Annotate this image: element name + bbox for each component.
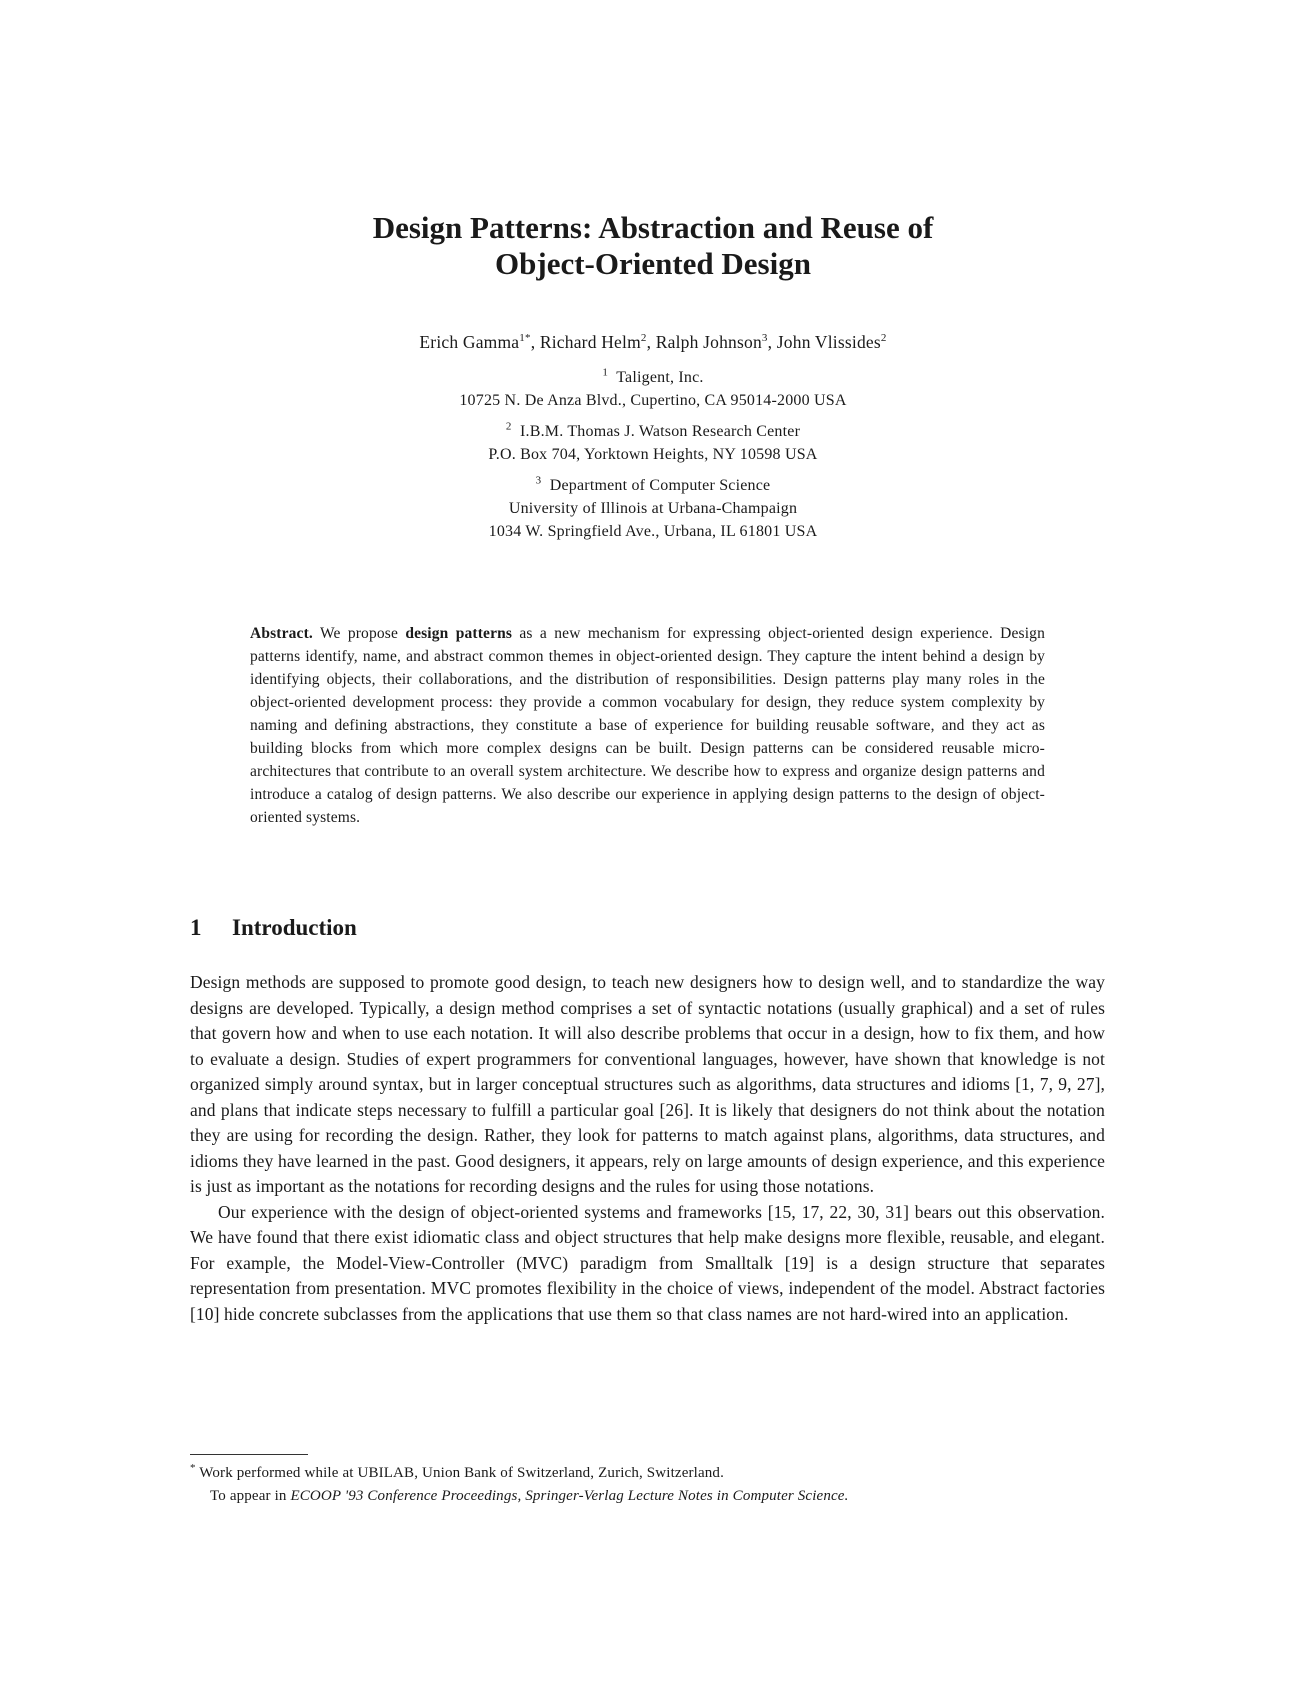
- author-name: Erich Gamma: [419, 332, 520, 352]
- abstract-term: design patterns: [405, 625, 513, 642]
- abstract: [250, 622, 1045, 829]
- author-mark: 3: [761, 332, 768, 345]
- author-name: John Vlissides: [776, 332, 881, 352]
- section-number: 1: [190, 915, 202, 940]
- footnotes: [190, 1462, 1105, 1508]
- affiliation-3: [0, 474, 1306, 543]
- author-list: Erich Gamma$^{1*}$, Richard Helm$^2$, Ralph Johnson$^3$, John Vlissides$^2$: [419, 332, 887, 352]
- affiliation-line: I.B.M. Thomas J. Watson Research Center: [520, 423, 801, 440]
- abstract-pre: We propose: [319, 625, 398, 642]
- paper-title: [0, 210, 1306, 282]
- paragraph: Design methods are supposed to promote good design, to teach new designers how to design well, and to standardize the way designs are developed. Typically, a design method comprises a set of syntactic notations (usually graphical) and a set of rules that govern how and when to use each notation. It will also describe problems that occur in a design, how to fix them, and how to evaluate a design. Studies of expert programmers for conventional languages, however, have shown that knowledge is not organized simply around syntax, but in larger conceptual structures such as algorithms, data structures and idioms [1, 7, 9, 27], and plans that indicate steps necessary to fulfill a particular goal [26]. It is likely that designers do not think about the notation they are using for recording the design. Rather, they look for patterns to match against plans, algorithms, data structures, and idioms they have learned in the past. Good designers, it appears, rely on large amounts of design experience, and this experience is just as important as the notations for recording designs and the rules for using those notations.: [190, 972, 1105, 1196]
- footnote-text: To appear in: [210, 1488, 287, 1504]
- section-body: [190, 970, 1105, 1327]
- abstract-label: Abstract.: [250, 625, 313, 642]
- affiliation-mark: 2: [505, 420, 512, 433]
- author-mark: 2: [880, 332, 887, 345]
- affiliation-line: Taligent, Inc.: [616, 369, 704, 386]
- section-title: Introduction: [232, 915, 357, 940]
- author-mark: 1*: [519, 332, 531, 345]
- title-line-2: Object-Oriented Design: [495, 246, 811, 281]
- author-name: Ralph Johnson: [655, 332, 762, 352]
- footnote-1: [190, 1462, 1105, 1485]
- affiliation-line: P.O. Box 704, Yorktown Heights, NY 10598 USA: [488, 446, 818, 463]
- footnote-2: [190, 1485, 1105, 1508]
- title-line-1: Design Patterns: Abstraction and Reuse of: [372, 210, 934, 245]
- affiliation-1: [0, 366, 1306, 412]
- paragraph: Our experience with the design of object-oriented systems and frameworks [15, 17, 22, 30, 31] bears out this observation. We have found that there exist idiomatic class and object structures that help make designs more flexible, reusable, and elegant. For example, the Model-View-Controller (MVC) paradigm from Smalltalk [19] is a design structure that separates representation from presentation. MVC promotes flexibility in the choice of views, independent of the model. Abstract factories [10] hide concrete subclasses from the applications that use them so that class names are not hard-wired into an application.: [190, 1201, 1105, 1324]
- footnote-mark: *: [190, 1462, 196, 1474]
- affiliation-mark: 1: [602, 366, 609, 379]
- footnote-text: Work performed while at UBILAB, Union Bank of Switzerland, Zurich, Switzerland.: [199, 1465, 724, 1481]
- author-name: Richard Helm: [539, 332, 641, 352]
- affiliation-line: University of Illinois at Urbana-Champaign: [508, 500, 798, 517]
- footnote-italic: ECOOP '93 Conference Proceedings, Springer-Verlag Lecture Notes in Computer Science.: [290, 1488, 849, 1504]
- footnote-rule: [190, 1454, 308, 1455]
- affiliation-line: Department of Computer Science: [549, 477, 771, 494]
- affiliation-line: 10725 N. De Anza Blvd., Cupertino, CA 95014-2000 USA: [459, 392, 847, 409]
- affiliation-line: 1034 W. Springfield Ave., Urbana, IL 61801 USA: [488, 523, 818, 540]
- affiliation-mark: 3: [535, 474, 542, 487]
- affiliation-2: [0, 420, 1306, 466]
- section-heading: [190, 915, 357, 941]
- abstract-text: as a new mechanism for expressing object-oriented design experience. Design patterns identify, name, and abstract common themes in object-oriented design. They capture the intent behind a design by identifying objects, their collaborations, and the distribution of responsibilities. Design patterns play many roles in the object-oriented development process: they provide a common vocabulary for design, they reduce system complexity by naming and defining abstractions, they constitute a base of experience for building reusable software, and they act as building blocks from which more complex designs can be built. Design patterns can be considered reusable micro-architectures that contribute to an overall system architecture. We describe how to express and organize design patterns and introduce a catalog of design patterns. We also describe our experience in applying design patterns to the design of object-oriented systems.: [250, 625, 1045, 826]
- author-mark: 2: [640, 332, 647, 345]
